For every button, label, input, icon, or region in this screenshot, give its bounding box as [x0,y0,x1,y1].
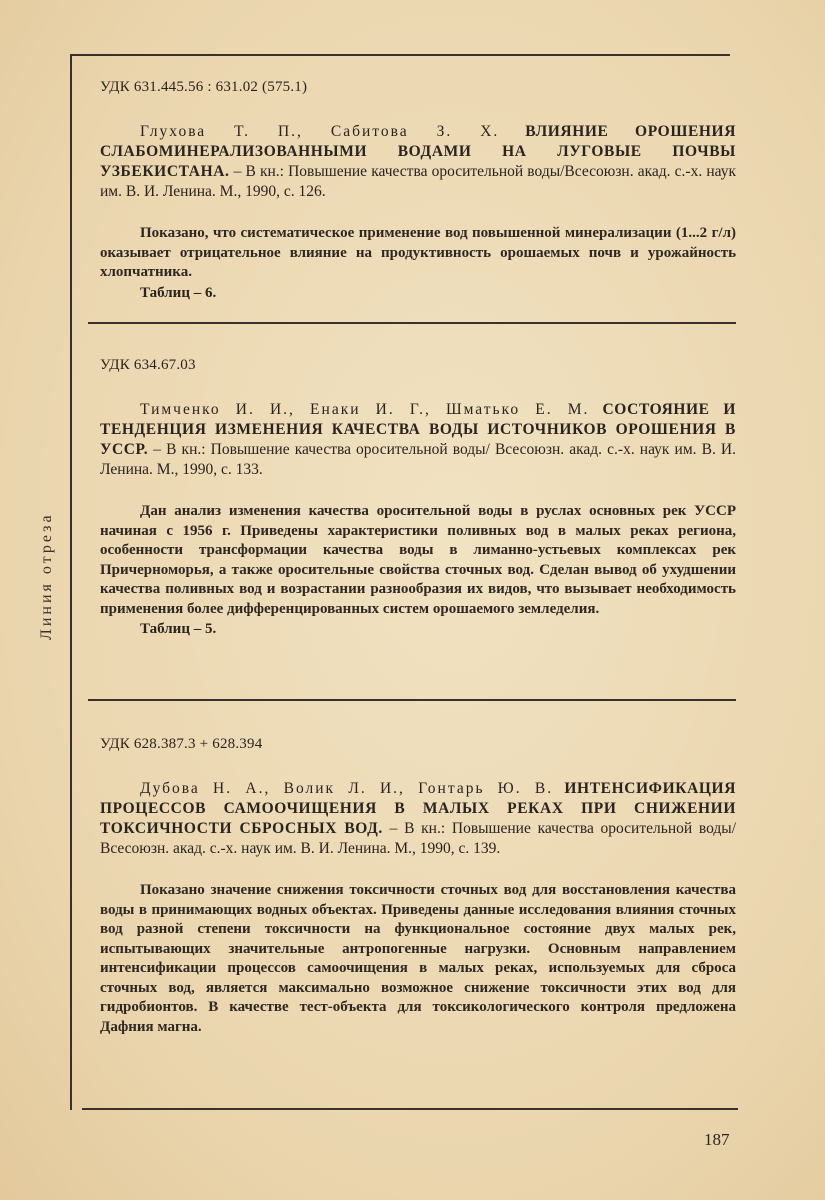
article-title: СОСТОЯНИЕ И ТЕНДЕНЦИЯ ИЗМЕНЕНИЯ КАЧЕСТВА ВОДЫ ИСТОЧНИКОВ ОРОШЕНИЯ В УССР. [100,401,736,458]
abstract-text: Дан анализ изменения качества оросительной воды в руслах основных рек УССР начиная с 1956 г. Приведены характеристики поливных вод в малых реках региона, особенности трансформации качества воды в лиманно-устьевых комплексах рек Причерноморья, а также оросительные свойства сточных вод. Сделан вывод об ухудшении качества поливных вод и возрастании разнообразия их видов, что вызывает необходимость применения более дифференцированных систем орошаемого земледелия. [100,503,736,617]
udk-code: УДК 628.387.3 + 628.394 [100,736,263,752]
article-title: ИНТЕНСИФИКАЦИЯ ПРОЦЕССОВ САМООЧИЩЕНИЯ В МАЛЫХ РЕКАХ ПРИ СНИЖЕНИИ ТОКСИЧНОСТИ СБРОСНЫХ ВОД. [100,780,736,837]
abstract-card-3 [100,735,736,1037]
bibliographic-reference [100,122,736,202]
bibliographic-reference [100,779,736,859]
frame-top-border [70,54,730,56]
tables-count: Таблиц – 5. [140,621,217,637]
authors: Глухова Т. П., Сабитова З. Х. [140,123,500,140]
udk-code: УДК 634.67.03 [100,357,196,373]
cut-line-label: Линия отреза [38,512,55,640]
tables-count: Таблиц – 6. [140,284,217,301]
abstract-text: Показано значение снижения токсичности сточных вод для восстановления качества воды в принимающих водных объектах. Приведены данные исследования влияния сточных вод разной степени токсичности на функциональное состояние двух малых рек, испытывающих значительные антропогенные нагрузки. Основным направлением интенсификации процессов самоочищения в малых реках, используемых для сброса сточных вод, является максимально возможное снижение токсичности этих вод для гидробионтов. В качестве тест-объекта для токсикологического контроля предложена Дафния магна. [100,882,736,1035]
authors: Дубова Н. А., Волик Л. И., Гонтарь Ю. В. [140,780,554,797]
page-number: 187 [704,1130,730,1149]
source-reference: – В кн.: Повышение качества оросительной воды/ Всесоюзн. акад. с.-х. наук им. В. И. Ленина. М., 1990, с. 133. [100,441,736,478]
abstract-card-1 [100,78,736,303]
abstract-card-2 [100,356,736,639]
source-reference: – В кн.: Повышение качества оросительной воды/Всесоюзн. акад. с.-х. наук им. В. И. Ленина. М., 1990, с. 139. [100,820,736,857]
abstract-text: Показано, что систематическое применение вод повышенной минерализации (1...2 г/л) оказывает отрицательное влияние на продуктивность орошаемых почв и урожайность хлопчатника. [100,225,736,280]
article-title: ВЛИЯНИЕ ОРОШЕНИЯ СЛАБОМИНЕРАЛИЗОВАННЫМИ ВОДАМИ НА ЛУГОВЫЕ ПОЧВЫ УЗБЕКИСТАНА. [100,123,736,180]
source-reference: – В кн.: Повышение качества оросительной воды/Всесоюзн. акад. с.-х. наук им. В. И. Ленина. М., 1990, с. 126. [100,163,737,200]
authors: Тимченко И. И., Енаки И. Г., Шматько Е. М. [140,401,590,418]
bibliographic-reference [100,400,736,480]
card-separator [88,322,736,324]
card-separator [88,699,736,701]
frame-bottom-border [82,1108,738,1110]
udk-code: УДК 631.445.56 : 631.02 (575.1) [100,79,308,95]
frame-left-border [70,54,72,1110]
